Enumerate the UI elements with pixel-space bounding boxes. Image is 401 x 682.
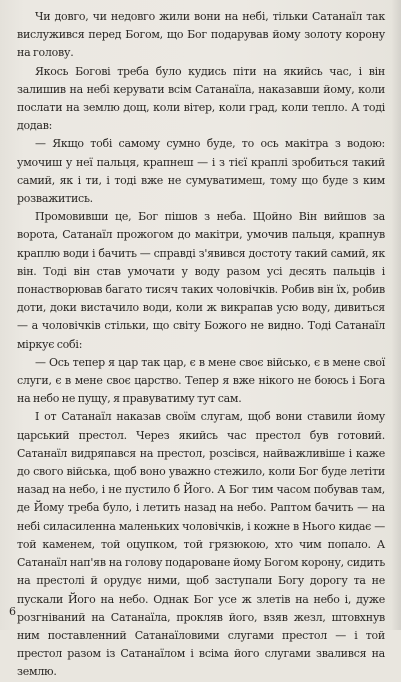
paragraph-4: Промовивши це, Бог пішов з неба. Щойно Він вийшов за ворота, Сатанаїл прожогом до макітри, умочив пальця, крапнув краплю води і бачить — справді з'явився достоту такий самий, як він. Тоді він став умочати у воду разом усі десять пальців і понастворював багато тисяч таких чоловічків. Робив він їх, робив доти, доки вистачило води, коли ж викрапав усю воду, дивиться — а чоловічків стільки, що світу Божого не видно. Тоді Сатанаїл міркує собі:	[17, 210, 385, 351]
paragraph-1: Чи довго, чи недовго жили вони на небі, тільки Сатанаїл так вислужився перед Богом, що Бог подарував йому золоту корону на голову.	[17, 10, 385, 60]
page-number: 6	[9, 605, 16, 618]
paragraph-2: Якось Богові треба було кудись піти на якийсь час, і він залишив на небі керувати всім Сатанаїла, наказавши йому, коли послати на землю дощ, коли вітер, коли град, коли тепло. А тоді додав:	[17, 64, 385, 133]
paragraph-3-dialogue: — Якщо тобі самому сумно буде, то ось макітра з водою: умочиш у неї пальця, крапнеш — і з тієї краплі зробиться такий самий, як і ти, і тоді вже не сумуватимеш, тому що буде з ким розважитись.	[17, 137, 385, 206]
body-text	[17, 8, 385, 682]
paragraph-6: І от Сатанаїл наказав своїм слугам, щоб вони ставили йому царський престол. Через якийсь час престол був готовий. Сатанаїл видряпався на престол, розсівся, найважливіше і каже до свого війська, щоб воно уважно стежило, коли Бог буде летіти назад на небо, і не пустило б Його. А Бог тим часом побував там, де Йому треба було, і летить назад на небо. Раптом бачить — на небі силасиленна маленьких чоловічків, і кожне в Нього кидає — той каменем, той оцупком, той грязюкою, хто чим попало. А Сатанаїл нап'яв на голову подароване йому Богом корону, сидить на престолі й орудує ними, щоб заступали Богу дорогу та не пускали Його на небо. Однак Бог усе ж злетів на небо і, дуже розгніваний на Сатанаїла, прокляв його, взяв жезл, штовхнув ним поставленний Сатанаїловими слугами престол — і той престол разом із Сатанаїлом і всіма його слугами звалився на землю.	[17, 410, 385, 679]
paragraph-5-dialogue: — Ось тепер я цар так цар, є в мене своє військо, є в мене свої слуги, є в мене своє царство. Тепер я вже нікого не боюсь і Бога на небо не пущу, я правуватиму тут сам.	[17, 355, 385, 406]
